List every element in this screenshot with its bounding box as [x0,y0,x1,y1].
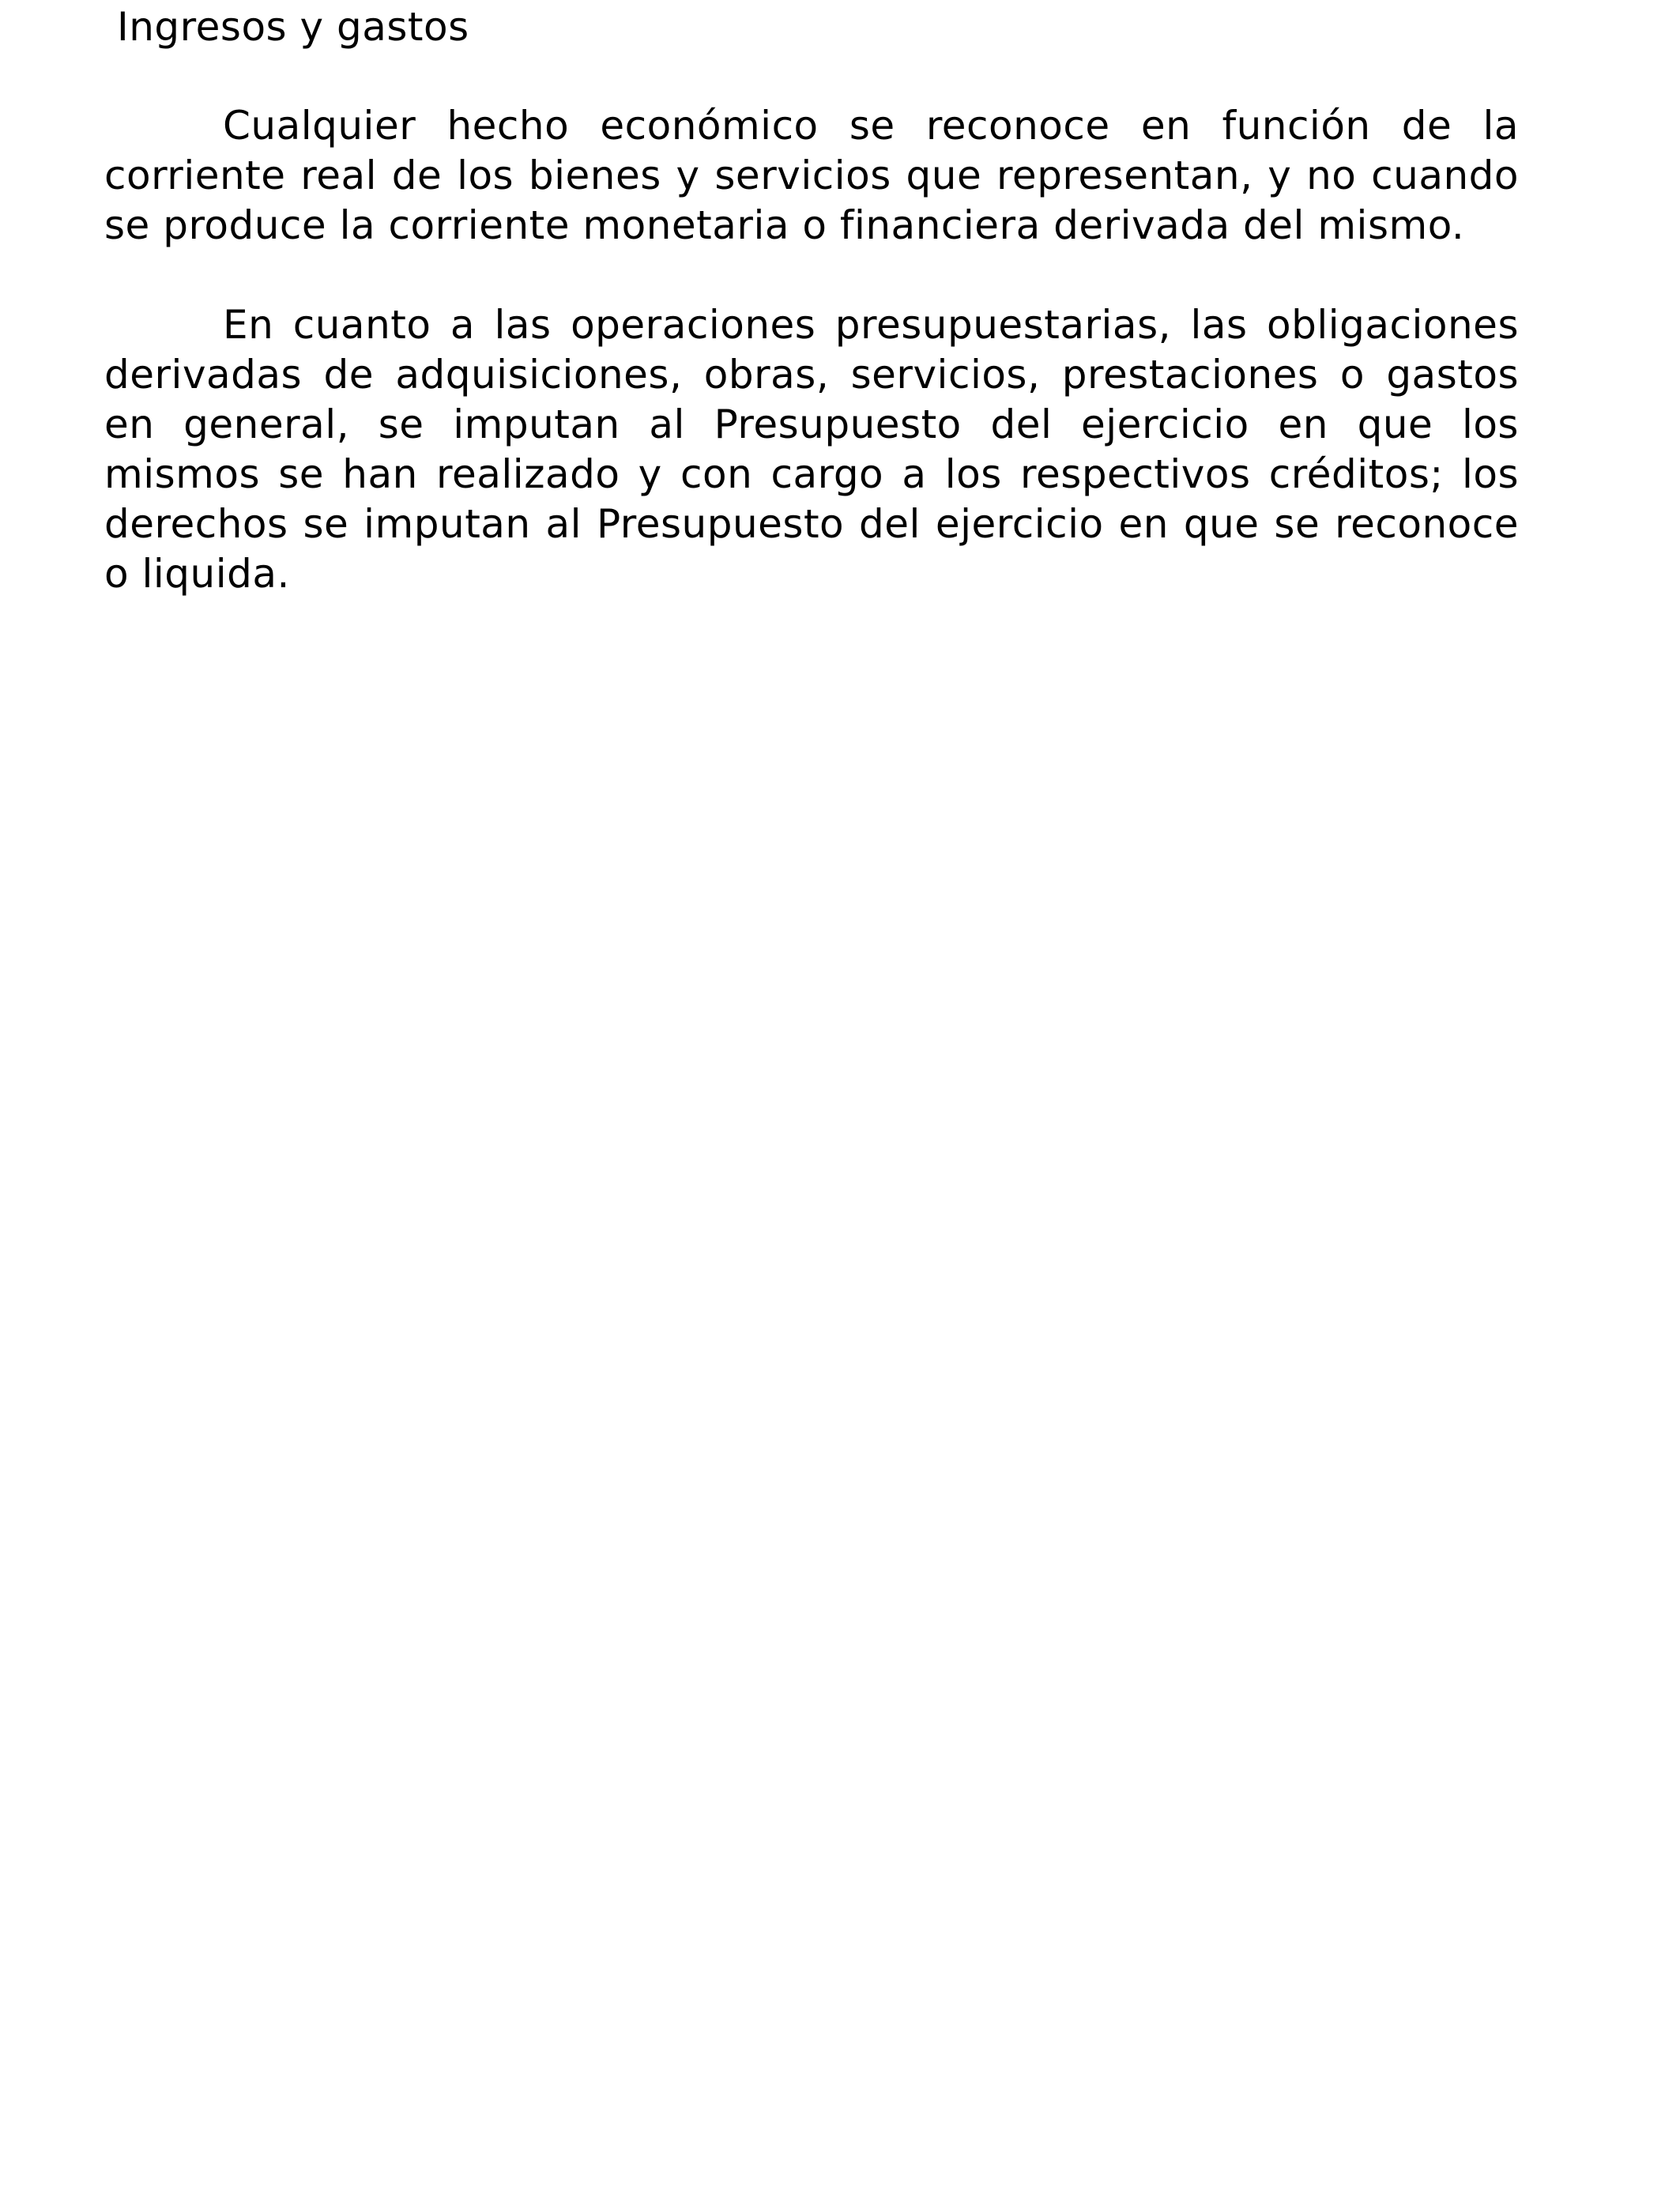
paragraph-budget-operations: En cuanto a las operaciones presupuestarias, las obligaciones derivadas de adquisiciones, obras, servicios, prestaciones o gastos en general, se imputan al Presupuesto del ejercicio en que los mismos se han realizado y con cargo a los respectivos créditos; los derechos se imputan al Presupuesto del ejercicio en que se reconoce o liquida. [104,302,1519,597]
section-heading: Ingresos y gastos [117,4,469,50]
paragraph-recognition: Cualquier hecho económico se reconoce en función de la corriente real de los bienes y servicios que representan, y no cuando se produce la corriente monetaria o financiera derivada del mismo. [104,103,1519,248]
